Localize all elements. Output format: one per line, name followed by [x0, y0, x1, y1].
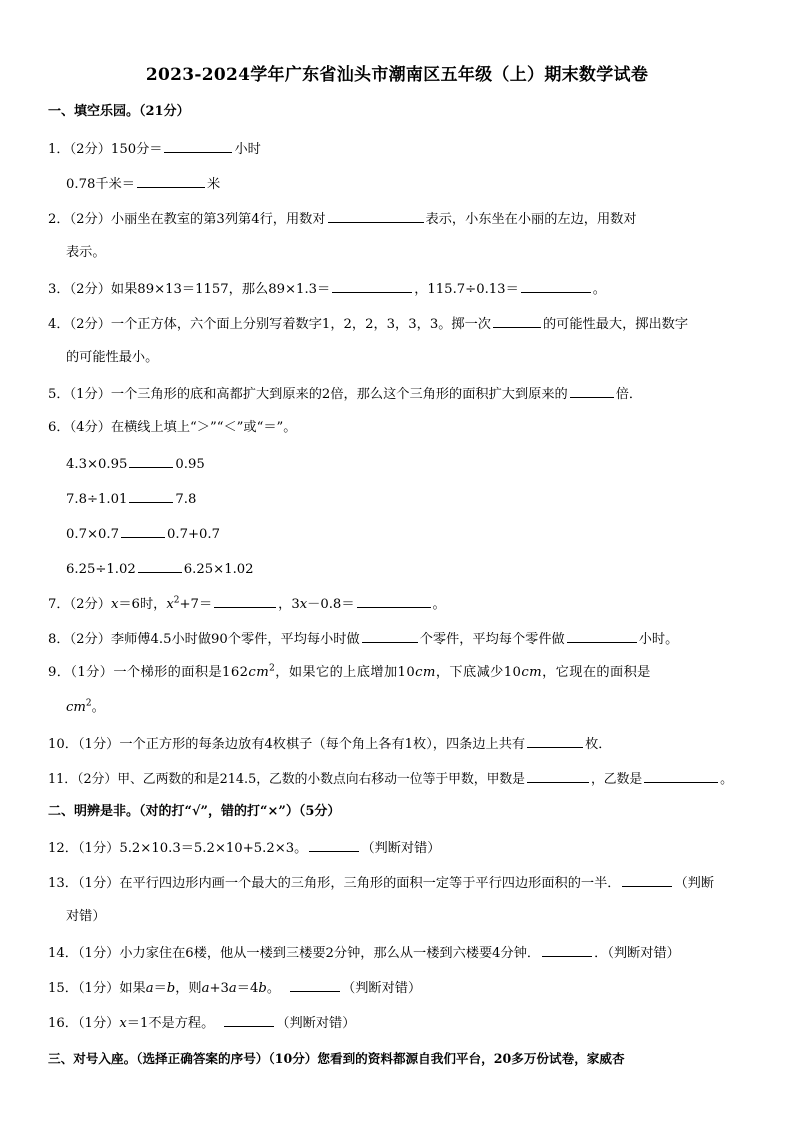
q6-item	[66, 453, 205, 475]
unit-cm: cm	[248, 665, 270, 680]
q10-text: 10．（1分）一个正方形的每条边放有4枚棋子（每个角上各有1枚），四条边上共有	[48, 737, 526, 752]
q6-item	[66, 558, 254, 580]
q4-text: 4．（2分）一个正方体，六个面上分别写着数字1，2，2，3，3，3。掷一次	[48, 317, 491, 332]
q10-end: 枚．	[585, 737, 612, 752]
var-a: a	[145, 981, 154, 996]
question-9-cont	[66, 698, 105, 718]
answer-blank[interactable]	[527, 768, 589, 783]
question-7	[48, 593, 446, 615]
question-9	[48, 663, 651, 683]
question-16	[48, 1012, 355, 1034]
q3-end: 。	[592, 282, 606, 297]
answer-blank[interactable]	[362, 628, 418, 643]
q5-end: 倍．	[615, 387, 643, 402]
question-2	[48, 208, 637, 230]
question-8	[48, 628, 678, 650]
q15-hint: （判断对错）	[342, 981, 422, 996]
var-b: b	[166, 981, 176, 996]
question-3	[48, 278, 606, 300]
q15-text: 。	[266, 981, 281, 996]
answer-blank[interactable]	[224, 1012, 274, 1027]
question-11	[48, 768, 733, 790]
answer-blank[interactable]	[164, 138, 232, 153]
exponent: 2	[269, 663, 276, 674]
q9-text: ，它现在的面积是	[542, 665, 651, 680]
var-a: a	[201, 981, 210, 996]
q9-text: ，如果它的上底增加10	[275, 665, 416, 680]
q11-text-2: ，乙数是	[590, 772, 643, 787]
q6-right: 6.25×1.02	[183, 562, 254, 577]
q12-text: 12．（1分）5.2×10.3＝5.2×10+5.2×3。	[48, 841, 308, 856]
answer-blank[interactable]	[129, 453, 173, 468]
section-heading-fill: 一、填空乐园。（21分）	[48, 104, 190, 119]
q16-text: 16．（1分）	[48, 1016, 120, 1031]
q6-left: 4.3×0.95	[66, 457, 128, 472]
q9-end: 。	[91, 700, 105, 715]
q7-text: －0.8＝	[307, 597, 355, 612]
answer-blank[interactable]	[309, 837, 359, 852]
q6-right: 0.95	[175, 457, 205, 472]
q5-text: 5．（1分）一个三角形的底和高都扩大到原来的2倍，那么这个三角形的面积扩大到原来的	[48, 387, 568, 402]
answer-blank[interactable]	[121, 523, 165, 538]
var-b: b	[258, 981, 267, 996]
q16-hint: （判断对错）	[276, 1016, 356, 1031]
var-x: x	[166, 597, 174, 612]
answer-blank[interactable]	[570, 383, 614, 398]
q7-end: 。	[432, 597, 446, 612]
question-15	[48, 977, 421, 999]
q8-end: 小时。	[638, 632, 679, 647]
question-13	[48, 872, 714, 894]
var-a: a	[228, 981, 237, 996]
q15-text: ，则	[175, 981, 202, 996]
answer-blank[interactable]	[567, 628, 637, 643]
answer-blank[interactable]	[129, 488, 173, 503]
q11-text: 11．（2分）甲、乙两数的和是214.5，乙数的小数点向右移动一位等于甲数，甲数是	[48, 772, 525, 787]
q7-prefix: 7．（2分）	[48, 597, 111, 612]
q6-left: 0.7×0.7	[66, 527, 119, 542]
unit-cm: cm	[521, 665, 543, 680]
question-5	[48, 383, 642, 405]
answer-blank[interactable]	[290, 977, 340, 992]
question-10	[48, 733, 612, 755]
exponent: 2	[173, 595, 180, 606]
q8-text: 8．（2分）李师傅4.5小时做90个零件，平均每小时做	[48, 632, 360, 647]
answer-blank[interactable]	[328, 208, 424, 223]
q7-text: +7＝	[179, 597, 213, 612]
q13-hint: （判断	[674, 876, 715, 891]
q15-text: ＝	[153, 981, 167, 996]
answer-blank[interactable]	[644, 768, 718, 783]
q9-text: ，下底减少10	[435, 665, 522, 680]
question-1-part2	[66, 173, 220, 195]
section-heading-judge: 二、明辨是非。（对的打“√”，错的打“×”）（5分）	[48, 804, 341, 819]
q9-text: 9．（1分）一个梯形的面积是162	[48, 665, 249, 680]
var-x: x	[299, 597, 308, 612]
q6-left: 7.8÷1.01	[66, 492, 128, 507]
q2-text-2: 表示，小东坐在小丽的左边，用数对	[425, 212, 637, 227]
q1-2-unit: 米	[206, 177, 221, 192]
q3-text-2: ，115.7÷0.13＝	[414, 282, 519, 297]
q14-text: 14．（1分）小力家住在6楼，他从一楼到三楼要2分钟，那么从一楼到六楼要4分钟．	[48, 946, 541, 961]
answer-blank[interactable]	[527, 733, 583, 748]
q1-2-text: 0.78千米＝	[66, 177, 135, 192]
answer-blank[interactable]	[542, 942, 592, 957]
q4-text-2: 的可能性最大，掷出数字	[542, 317, 689, 332]
q16-text: ＝1不是方程。	[126, 1016, 215, 1031]
answer-blank[interactable]	[214, 593, 276, 608]
q1-text: 1．（2分）150分＝	[48, 142, 163, 157]
q12-hint: （判断对错）	[361, 841, 441, 856]
question-4-cont: 的可能性最小。	[66, 350, 159, 365]
question-6: 6．（4分）在横线上填上“＞”“＜”或“＝”。	[48, 420, 297, 435]
answer-blank[interactable]	[332, 278, 412, 293]
answer-blank[interactable]	[138, 558, 182, 573]
var-x: x	[119, 1016, 127, 1031]
q6-item	[66, 523, 220, 545]
var-x: x	[110, 597, 119, 612]
q6-right: 7.8	[175, 492, 197, 507]
q14-hint: ．（判断对错）	[594, 946, 680, 961]
question-12	[48, 837, 440, 859]
question-4	[48, 313, 688, 335]
q13-text: 13．（1分）在平行四边形内画一个最大的三角形，三角形的面积一定等于平行四边形面积的一半．	[48, 876, 621, 891]
page-title: 2023-2024学年广东省汕头市潮南区五年级（上）期末数学试卷	[145, 65, 649, 85]
unit-cm: cm	[415, 665, 436, 680]
q15-text: +3	[209, 981, 229, 996]
q6-right: 0.7+0.7	[167, 527, 220, 542]
q1-unit: 小时	[234, 142, 261, 157]
question-13-cont: 对错）	[66, 909, 106, 924]
answer-blank[interactable]	[521, 278, 591, 293]
section-heading-choice: 三、对号入座。（选择正确答案的序号）（10分）您看到的资料都源自我们平台，20多万份试卷，家威杏	[48, 1051, 625, 1066]
answer-blank[interactable]	[493, 313, 541, 328]
q6-item	[66, 488, 196, 510]
q7-text: ＝6时，	[118, 597, 167, 612]
q6-left: 6.25÷1.02	[66, 562, 136, 577]
answer-blank[interactable]	[137, 173, 205, 188]
answer-blank[interactable]	[622, 872, 672, 887]
q11-end: 。	[720, 772, 733, 787]
question-2-cont: 表示。	[66, 245, 106, 260]
q7-text: ，3	[278, 597, 300, 612]
exponent: 2	[85, 698, 92, 709]
answer-blank[interactable]	[357, 593, 431, 608]
q15-text: 15．（1分）如果	[48, 981, 146, 996]
q8-text-2: 个零件，平均每个零件做	[419, 632, 565, 647]
question-1	[48, 138, 261, 160]
q2-text: 2．（2分）小丽坐在教室的第3列第4行，用数对	[48, 212, 326, 227]
q15-text: ＝4	[236, 981, 259, 996]
question-14	[48, 942, 680, 964]
q3-text: 3．（2分）如果89×13＝1157，那么89×1.3＝	[48, 282, 331, 297]
unit-cm: cm	[66, 700, 86, 715]
